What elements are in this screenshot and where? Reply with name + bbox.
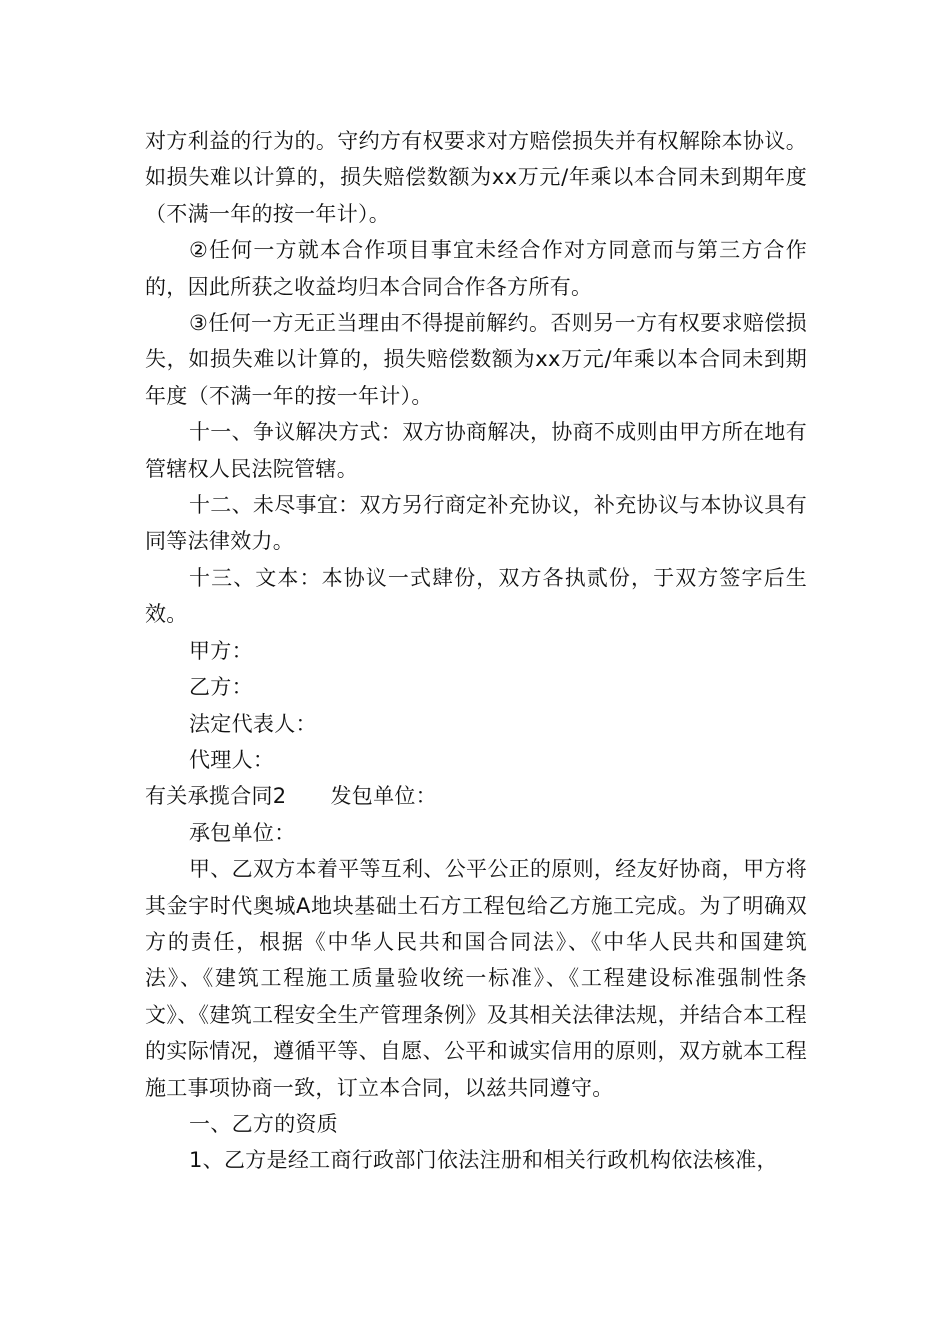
paragraph-breach-compensation: 对方利益的行为的。守约方有权要求对方赔偿损失并有权解除本协议。如损失难以计算的，损失赔偿数额为xx万元/年乘以本合同未到期年度（不满一年的按一年计）。 [145, 129, 807, 226]
paragraph-third-party-cooperation: ②任何一方就本合作项目事宜未经合作对方同意而与第三方合作的，因此所获之收益均归本合同合作各方所有。 [145, 238, 807, 299]
contract2-section-1-heading: 一、乙方的资质 [189, 1111, 339, 1136]
paragraph-copies: 十三、文本：本协议一式肆份，双方各执贰份，于双方签字后生效。 [145, 565, 807, 627]
paragraph-early-termination: ③任何一方无正当理由不得提前解约。否则另一方有权要求赔偿损失，如损失难以计算的，损失赔偿数额为xx万元/年乘以本合同未到期年度（不满一年的按一年计）。 [145, 311, 807, 408]
contract2-issuer-label: 发包单位： [330, 784, 437, 809]
paragraph-dispute-resolution: 十一、争议解决方式：双方协商解决，协商不成则由甲方所在地有管辖权人民法院管辖。 [145, 420, 807, 481]
contract2-item-1: 1、乙方是经工商行政部门依法注册和相关行政机构依法核准， [189, 1148, 778, 1173]
paragraph-supplementary-matters: 十二、未尽事宜：双方另行商定补充协议，补充协议与本协议具有同等法律效力。 [145, 493, 807, 554]
contract2-contractor-label: 承包单位： [189, 820, 296, 845]
contract2-title: 有关承揽合同2 [145, 784, 287, 809]
signature-legal-representative: 法定代表人： [189, 711, 317, 736]
signature-party-a: 甲方： [189, 638, 253, 663]
signature-party-b: 乙方： [189, 675, 253, 700]
contract2-heading [145, 778, 807, 814]
document-body [145, 123, 807, 1179]
signature-agent: 代理人： [189, 747, 275, 772]
contract2-intro: 甲、乙双方本着平等互利、公平公正的原则，经友好协商，甲方将其金宇时代奥城A地块基础土石方工程包给乙方施工完成。为了明确双方的责任，根据《中华人民共和国合同法》、《中华人民共和国建筑法》、《建筑工程施工质量验收统一标准》、《工程建设标准强制性条文》、《建筑工程安全生产管理条例》及其相关法律法规，并结合本工程的实际情况，遵循平等、自愿、公平和诚实信用的原则，双方就本工程施工事项协商一致，订立本合同，以兹共同遵守。 [145, 857, 807, 1100]
